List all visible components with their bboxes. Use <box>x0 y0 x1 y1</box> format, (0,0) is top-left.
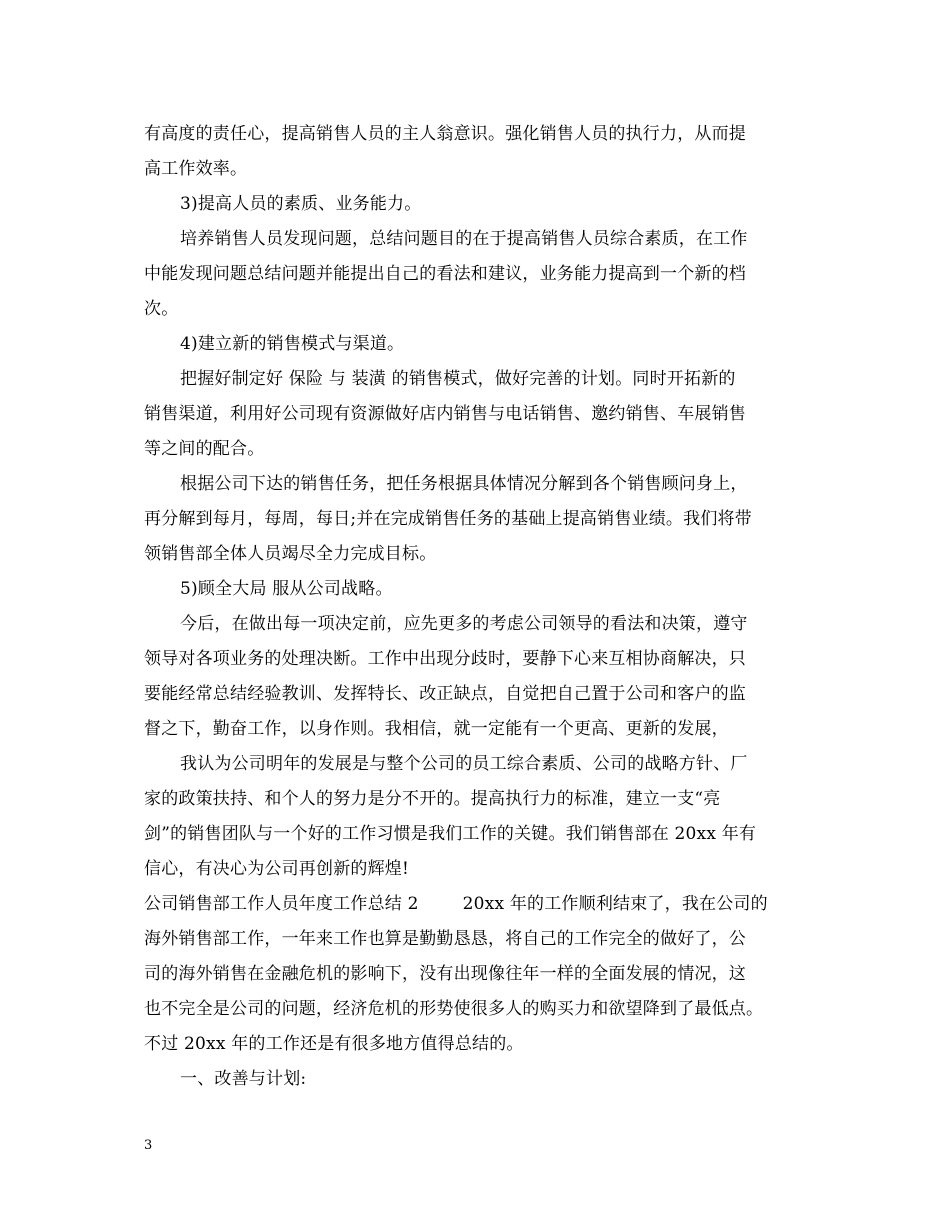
section-intro: 20xx 年的工作顺利结束了，我在公司的 <box>462 894 768 914</box>
page-number: 3 <box>144 1138 153 1153</box>
text-line: 领导对各项业务的处理决断。工作中出现分歧时，要静下心来互相协商解决，只 <box>144 649 746 669</box>
text-line: 培养销售人员发现问题，总结问题目的在于提高销售人员综合素质，在工作 <box>180 229 748 249</box>
text-line: 要能经常总结经验教训、发挥特长、改正缺点，自觉把自己置于公司和客户的监 <box>144 684 746 704</box>
text-line: 领销售部全体人员竭尽全力完成目标。 <box>144 544 437 564</box>
text-line: 销售渠道，利用好公司现有资源做好店内销售与电话销售、邀约销售、车展销售 <box>144 404 746 424</box>
text-line: 督之下，勤奋工作，以身作则。我相信，就一定能有一个更高、更新的发展， <box>144 719 729 739</box>
list-heading: 4)建立新的销售模式与渠道。 <box>180 334 405 354</box>
text-line: 次。 <box>144 299 179 319</box>
list-heading: 5)顾全大局 服从公司战略。 <box>180 579 393 599</box>
text-line: 把握好制定好 保险 与 装潢 的销售模式，做好完善的计划。同时开拓新的 <box>180 369 736 389</box>
text-line: 司的海外销售在金融危机的影响下，没有出现像往年一样的全面发展的情况，这 <box>144 964 746 984</box>
text-line: 家的政策扶持、和个人的努力是分不开的。提高执行力的标准，建立一支“亮 <box>144 789 721 809</box>
text-line: 再分解到每月，每周，每日;并在完成销售任务的基础上提高销售业绩。我们将带 <box>144 509 752 529</box>
text-line: 有高度的责任心，提高销售人员的主人翁意识。强化销售人员的执行力，从而提 <box>144 124 746 144</box>
text-line: 根据公司下达的销售任务，把任务根据具体情况分解到各个销售顾问身上， <box>180 474 748 494</box>
subsection-heading: 一、改善与计划: <box>180 1069 307 1089</box>
section-title: 公司销售部工作人员年度工作总结 2 <box>144 894 419 914</box>
list-heading: 3)提高人员的素质、业务能力。 <box>180 194 422 214</box>
text-line: 高工作效率。 <box>144 159 248 179</box>
text-line: 信心，有决心为公司再创新的辉煌! <box>144 859 410 879</box>
section-title-line <box>144 892 768 916</box>
text-line: 不过 20xx 年的工作还是有很多地方值得总结的。 <box>144 1034 524 1054</box>
text-line: 等之间的配合。 <box>144 439 265 459</box>
text-line: 我认为公司明年的发展是与整个公司的员工综合素质、公司的战略方针、厂 <box>180 754 748 774</box>
text-line: 也不完全是公司的问题，经济危机的形势使很多人的购买力和欲望降到了最低点。 <box>144 999 764 1019</box>
text-line: 剑”的销售团队与一个好的工作习惯是我们工作的关键。我们销售部在 20xx 年有 <box>144 824 757 844</box>
text-line: 今后，在做出每一项决定前，应先更多的考虑公司领导的看法和决策，遵守 <box>180 614 748 634</box>
text-line: 海外销售部工作，一年来工作也算是勤勤恳恳，将自己的工作完全的做好了，公 <box>144 929 746 949</box>
text-line: 中能发现问题总结问题并能提出自己的看法和建议，业务能力提高到一个新的档 <box>144 264 746 284</box>
